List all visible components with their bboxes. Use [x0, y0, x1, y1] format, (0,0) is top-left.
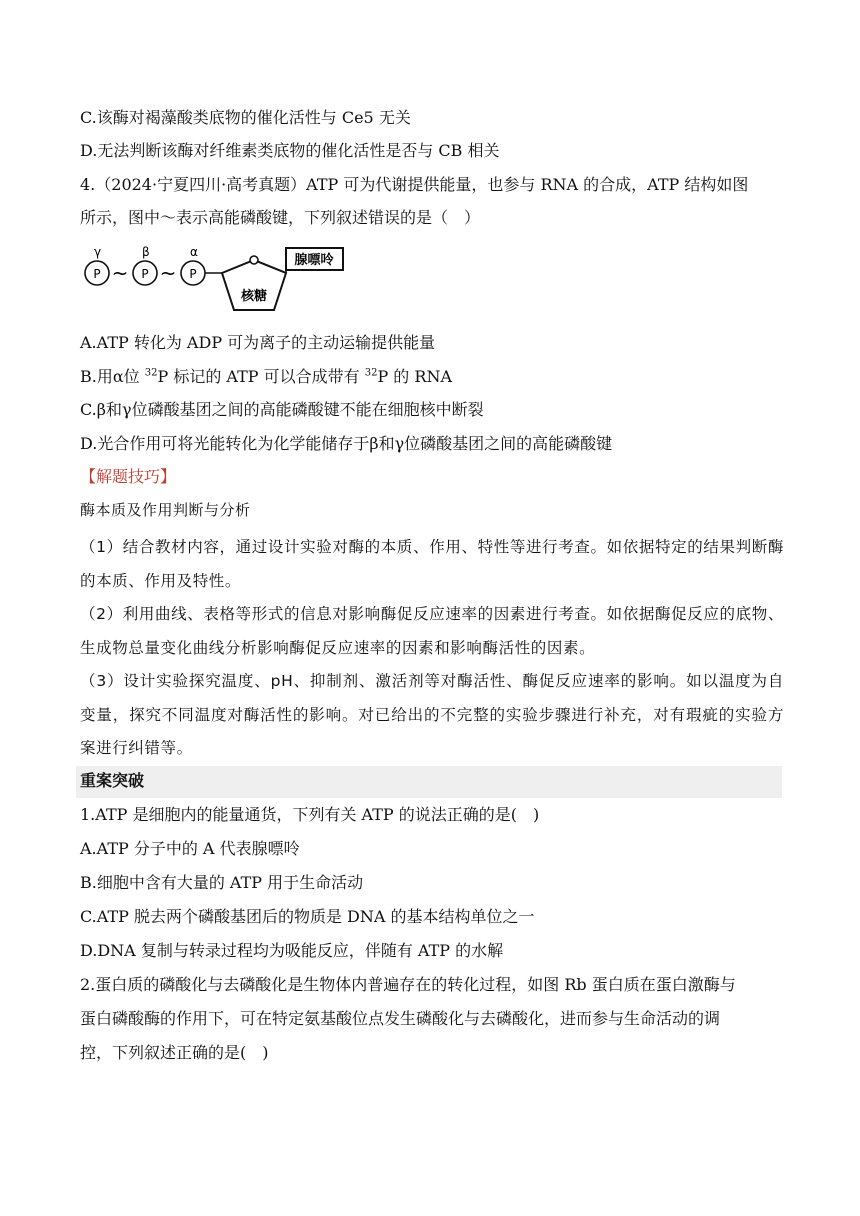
- ribose-label: 核糖: [240, 289, 268, 304]
- q4-option-c: C.β和γ位磷酸基团之间的高能磷酸键不能在细胞核中断裂: [80, 400, 484, 419]
- practice-q1-option-a: A.ATP 分子中的 A 代表腺嘌呤: [80, 839, 300, 858]
- practice-q2-stem-line3: 控，下列叙述正确的是( ): [80, 1043, 269, 1062]
- practice-q1-option-d: D.DNA 复制与转录过程均为吸能反应，伴随有 ATP 的水解: [80, 941, 504, 960]
- practice-q2-stem-line1: 2.蛋白质的磷酸化与去磷酸化是生物体内普遍存在的转化过程，如图 Rb 蛋白质在蛋白激酶与: [80, 975, 736, 994]
- practice-q2-stem-line2: 蛋白磷酸酶的作用下，可在特定氨基酸位点发生磷酸化与去磷酸化，进而参与生命活动的调: [80, 1009, 721, 1028]
- tips-subheading: 酶本质及作用判断与分析: [80, 501, 251, 519]
- adenine-label: 腺嘌呤: [294, 253, 334, 268]
- beta-label: β: [142, 245, 150, 259]
- atp-structure-diagram: [80, 240, 350, 320]
- tips-paragraph-3: （3）设计实验探究温度、pH、抑制剂、激活剂等对酶活性、酶促反应速率的影响。如以温度为自变量，探究不同温度对酶活性的影响。对已给出的不完整的实验步骤进行补充，对有瑕疵的实验方案进行纠错等。: [80, 672, 784, 757]
- phosphate-alpha-label: P: [189, 267, 197, 281]
- q3-option-d: D.无法判断该酶对纤维素类底物的催化活性是否与 CB 相关: [80, 141, 500, 160]
- section-title: 重案突破: [80, 771, 145, 790]
- bond-beta-alpha: ~: [159, 261, 177, 285]
- practice-q1-option-b: B.细胞中含有大量的 ATP 用于生命活动: [80, 873, 364, 892]
- q4-stem-line1: 4.（2024·宁夏四川·高考真题）ATP 可为代谢提供能量，也参与 RNA 的合成，ATP 结构如图: [80, 175, 749, 194]
- q4-stem-line2: 所示，图中～表示高能磷酸键，下列叙述错误的是（ ）: [80, 208, 481, 227]
- tips-paragraph-1: （1）结合教材内容，通过设计实验对酶的本质、作用、特性等进行考查。如依据特定的结果判断酶的本质、作用及特性。: [80, 538, 784, 590]
- gamma-label: γ: [94, 245, 102, 259]
- tips-paragraph-2: （2）利用曲线、表格等形式的信息对影响酶促反应速率的因素进行考查。如依据酶促反应的底物、生成物总量变化曲线分析影响酶促反应速率的因素和影响酶活性的因素。: [80, 605, 784, 657]
- q4-option-d: D.光合作用可将光能转化为化学能储存于β和γ位磷酸基团之间的高能磷酸键: [80, 434, 613, 453]
- practice-q1-option-c: C.ATP 脱去两个磷酸基团后的物质是 DNA 的基本结构单位之一: [80, 907, 535, 926]
- ring-oxygen: [250, 256, 258, 264]
- q4-option-a: A.ATP 转化为 ADP 可为离子的主动运输提供能量: [80, 333, 436, 352]
- practice-q1-stem: 1.ATP 是细胞内的能量通货，下列有关 ATP 的说法正确的是( ): [80, 805, 540, 824]
- alpha-label: α: [190, 245, 198, 259]
- bond-gamma-beta: ~: [111, 261, 129, 285]
- tips-heading: 【解题技巧】: [80, 467, 177, 486]
- q4-option-b: B.用α位 $^{32}$P 标记的 ATP 可以合成带有 $^{32}$P 的 RNA: [80, 367, 452, 386]
- phosphate-gamma-label: P: [93, 267, 101, 281]
- q3-option-c: C.该酶对褐藻酸类底物的催化活性与 Ce5 无关: [80, 108, 411, 127]
- phosphate-beta-label: P: [141, 267, 149, 281]
